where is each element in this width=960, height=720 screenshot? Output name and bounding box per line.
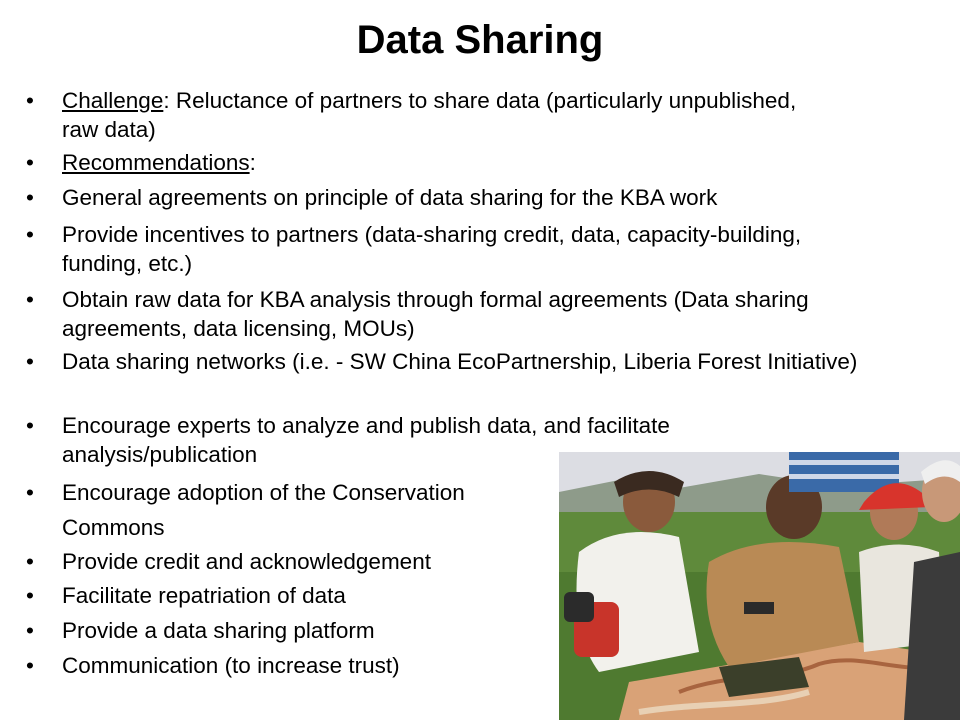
slide-title: Data Sharing: [356, 18, 604, 62]
bullet-text: Provide credit and acknowledgement: [62, 549, 431, 574]
bullet-glyph: •: [26, 618, 34, 643]
bullet-text: Facilitate repatriation of data: [62, 583, 346, 608]
bullet-item-repatriation: [26, 581, 542, 610]
bullet-item-recommendations: [26, 148, 822, 177]
bullet-glyph: •: [26, 480, 34, 505]
bullet-item-general-agreements: [26, 183, 922, 212]
bullet-item-incentives: [26, 220, 862, 278]
bullet-glyph: •: [26, 88, 34, 113]
bullet-text: Obtain raw data for KBA analysis through formal agreements (Data sharing agreements, data licensing, MOUs): [62, 287, 809, 341]
bullet-text: Encourage adoption of the Conservation Commons: [62, 480, 465, 540]
bullet-glyph: •: [26, 349, 34, 374]
bullet-glyph: •: [26, 653, 34, 678]
bullet-text: Data sharing networks (i.e. - SW China EcoPartnership, Liberia Forest Initiative): [62, 349, 858, 374]
bullet-text: Communication (to increase trust): [62, 653, 400, 678]
recommendations-label: Recommendations: [62, 150, 250, 175]
bullet-text: Provide a data sharing platform: [62, 618, 375, 643]
bullet-text: Encourage experts to analyze and publish data, and facilitate analysis/publication: [62, 413, 670, 467]
bullet-glyph: •: [26, 287, 34, 312]
bullet-item-communication: [26, 651, 542, 680]
challenge-label: Challenge: [62, 88, 164, 113]
recommendations-separator: :: [249, 150, 256, 175]
bullet-glyph: •: [26, 185, 34, 210]
bullet-glyph: •: [26, 222, 34, 247]
bullet-item-platform: [26, 616, 542, 645]
bullet-glyph: •: [26, 413, 34, 438]
watch-icon: [744, 602, 774, 614]
person-back-shirt: [789, 452, 899, 492]
photo-illustration: [559, 452, 960, 720]
bullet-item-conservation-commons: [26, 475, 542, 545]
challenge-text: Reluctance of partners to share data (particularly unpublished, raw data): [62, 88, 797, 142]
bullet-item-raw-data: [26, 285, 862, 343]
field-team-photo: [559, 452, 960, 720]
bullet-item-networks: [26, 347, 922, 376]
bullet-text: Provide incentives to partners (data-sharing credit, data, capacity-building, funding, etc.): [62, 222, 802, 276]
bullet-item-challenge: [26, 86, 822, 144]
bullet-text: General agreements on principle of data sharing for the KBA work: [62, 185, 718, 210]
bullet-glyph: •: [26, 150, 34, 175]
bullet-item-credit: [26, 547, 542, 576]
challenge-separator: :: [163, 88, 176, 113]
bullet-glyph: •: [26, 583, 34, 608]
camera-icon: [564, 592, 594, 622]
bullet-glyph: •: [26, 549, 34, 574]
